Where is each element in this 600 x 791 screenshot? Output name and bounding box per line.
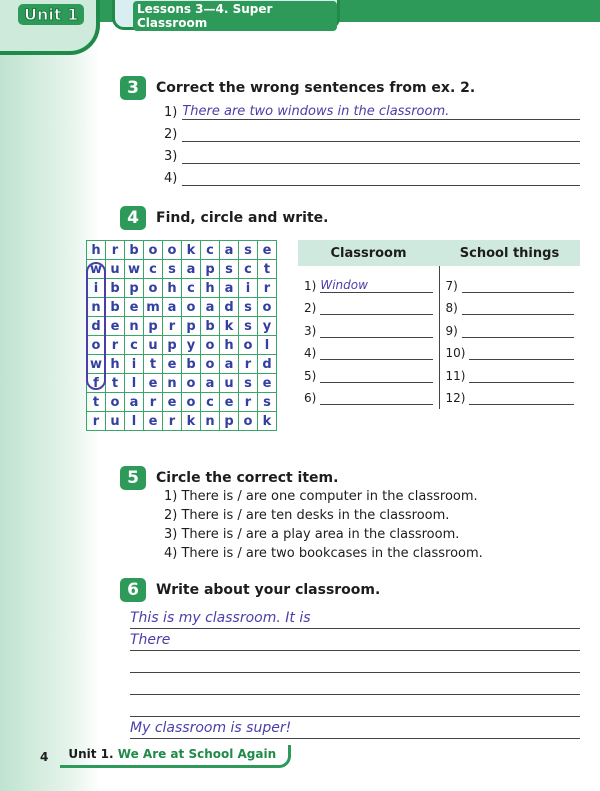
grid-letter[interactable]: o — [258, 298, 277, 317]
grid-letter[interactable]: h — [163, 279, 182, 298]
grid-letter[interactable]: u — [220, 374, 239, 393]
sentence-item: 2) There is / are ten desks in the classroom. — [164, 508, 450, 523]
line-number: 1) — [164, 105, 178, 120]
word-answer-field[interactable] — [320, 345, 432, 360]
grid-letter[interactable]: t — [144, 355, 163, 374]
grid-letter[interactable]: p — [201, 260, 220, 279]
writing-line[interactable] — [130, 698, 580, 717]
grid-row — [87, 374, 277, 393]
grid-letter[interactable]: o — [163, 241, 182, 260]
grid-letter[interactable]: o — [182, 374, 201, 393]
word-row — [446, 360, 575, 383]
grid-letter[interactable]: p — [182, 317, 201, 336]
answer-line — [164, 170, 580, 186]
grid-letter[interactable]: s — [239, 374, 258, 393]
row-number: 5) — [304, 368, 317, 383]
grid-row — [87, 298, 277, 317]
grid-letter[interactable]: o — [201, 336, 220, 355]
grid-letter[interactable]: a — [125, 393, 144, 412]
grid-letter[interactable]: o — [182, 298, 201, 317]
grid-letter[interactable]: w — [87, 260, 106, 279]
word-row — [304, 270, 433, 293]
row-number: 7) — [445, 278, 458, 293]
grid-letter[interactable]: s — [163, 260, 182, 279]
grid-letter[interactable]: c — [239, 260, 258, 279]
grid-letter[interactable]: n — [163, 374, 182, 393]
circled-word-window — [86, 262, 106, 390]
grid-letter[interactable]: s — [239, 241, 258, 260]
row-number: 11) — [445, 368, 466, 383]
grid-letter[interactable]: s — [239, 317, 258, 336]
answer-field[interactable] — [182, 126, 580, 142]
row-number: 4) — [304, 346, 317, 360]
exercise-4-heading — [120, 206, 328, 230]
writing-line[interactable]: There — [130, 632, 580, 651]
grid-letter[interactable]: e — [163, 393, 182, 412]
grid-letter[interactable]: o — [239, 412, 258, 431]
grid-letter[interactable]: y — [258, 317, 277, 336]
grid-letter[interactable]: e — [106, 317, 125, 336]
grid-letter[interactable]: o — [201, 355, 220, 374]
grid-letter[interactable]: t — [258, 260, 277, 279]
grid-letter[interactable]: o — [144, 241, 163, 260]
row-number: 9) — [445, 323, 458, 338]
grid-letter[interactable]: a — [201, 374, 220, 393]
grid-row — [87, 317, 277, 336]
grid-letter[interactable]: p — [163, 336, 182, 355]
grid-letter[interactable]: a — [163, 298, 182, 317]
answer-field[interactable]: There are two windows in the classroom. — [182, 104, 580, 120]
grid-row — [87, 241, 277, 260]
column-header-classroom: Classroom — [330, 245, 407, 261]
grid-letter[interactable]: t — [87, 393, 106, 412]
word-row — [304, 360, 433, 383]
grid-letter[interactable]: w — [87, 355, 106, 374]
grid-letter[interactable]: e — [125, 298, 144, 317]
word-row — [446, 338, 575, 361]
grid-letter[interactable]: h — [87, 241, 106, 260]
writing-line[interactable] — [130, 654, 580, 673]
grid-letter[interactable]: c — [125, 336, 144, 355]
grid-letter[interactable]: o — [144, 279, 163, 298]
exercise-title: Circle the correct item. — [156, 470, 339, 486]
grid-letter[interactable]: s — [220, 260, 239, 279]
grid-letter[interactable]: n — [201, 412, 220, 431]
exercise-number: 4 — [120, 206, 146, 230]
grid-letter[interactable]: i — [87, 279, 106, 298]
word-row — [304, 293, 433, 316]
grid-letter[interactable]: a — [220, 355, 239, 374]
writing-line[interactable]: This is my classroom. It is — [130, 610, 580, 629]
grid-letter[interactable]: o — [182, 393, 201, 412]
word-row — [446, 315, 575, 338]
row-number: 12) — [445, 391, 466, 405]
grid-letter[interactable]: o — [106, 393, 125, 412]
grid-letter[interactable]: u — [144, 336, 163, 355]
exercise-number: 5 — [120, 466, 146, 490]
word-answer-field[interactable] — [462, 323, 574, 338]
grid-letter[interactable]: r — [87, 412, 106, 431]
exercise-number: 6 — [120, 578, 146, 602]
row-number: 3) — [304, 323, 317, 338]
word-answer-field[interactable] — [462, 278, 574, 293]
grid-letter[interactable]: l — [125, 412, 144, 431]
word-answer-field[interactable] — [320, 300, 432, 315]
grid-letter[interactable]: r — [239, 355, 258, 374]
grid-letter[interactable]: t — [106, 374, 125, 393]
exercise-number: 3 — [120, 76, 146, 100]
grid-letter[interactable]: r — [106, 241, 125, 260]
row-number: 2) — [304, 301, 317, 315]
grid-letter[interactable]: e — [144, 412, 163, 431]
word-answer-field[interactable]: Window — [320, 278, 432, 293]
answer-line — [164, 126, 580, 142]
word-row — [446, 270, 575, 293]
grid-letter[interactable]: k — [258, 412, 277, 431]
line-number: 4) — [164, 171, 178, 186]
grid-letter[interactable]: k — [220, 317, 239, 336]
grid-letter[interactable]: o — [87, 336, 106, 355]
grid-letter[interactable]: k — [182, 412, 201, 431]
word-row — [446, 293, 575, 316]
grid-letter[interactable]: d — [258, 355, 277, 374]
grid-letter[interactable]: m — [144, 298, 163, 317]
page-margin-strip — [0, 0, 100, 791]
word-answer-field[interactable] — [320, 368, 432, 383]
word-table — [298, 240, 580, 409]
grid-letter[interactable]: s — [239, 298, 258, 317]
grid-row — [87, 260, 277, 279]
grid-letter[interactable]: w — [125, 260, 144, 279]
footer-unit: Unit 1. — [68, 747, 114, 761]
word-answer-field[interactable] — [469, 390, 574, 405]
grid-letter[interactable]: n — [125, 317, 144, 336]
grid-row — [87, 412, 277, 431]
grid-letter[interactable]: p — [220, 412, 239, 431]
answer-line — [164, 148, 580, 164]
grid-letter[interactable]: o — [239, 336, 258, 355]
exercise-6-heading — [120, 578, 380, 602]
grid-row — [87, 336, 277, 355]
grid-letter[interactable]: a — [182, 260, 201, 279]
grid-letter[interactable]: i — [125, 355, 144, 374]
grid-letter[interactable]: r — [239, 393, 258, 412]
grid-letter[interactable]: e — [220, 393, 239, 412]
lesson-label: Lessons 3—4. Super Classroom — [133, 1, 337, 31]
exercise-title: Find, circle and write. — [156, 210, 329, 226]
grid-letter[interactable]: d — [220, 298, 239, 317]
word-answer-field[interactable] — [469, 368, 574, 383]
grid-letter[interactable]: h — [106, 355, 125, 374]
word-answer-field[interactable] — [469, 345, 574, 360]
word-search-grid — [86, 240, 277, 431]
grid-row — [87, 355, 277, 374]
writing-line[interactable]: My classroom is super! — [130, 720, 580, 739]
grid-letter[interactable]: l — [258, 336, 277, 355]
grid-letter[interactable]: d — [87, 317, 106, 336]
grid-letter[interactable]: u — [106, 260, 125, 279]
word-answer-field[interactable] — [462, 300, 574, 315]
grid-letter[interactable]: b — [182, 355, 201, 374]
grid-letter[interactable]: y — [182, 336, 201, 355]
word-answer-field[interactable] — [320, 390, 432, 405]
page-number: 4 — [40, 749, 49, 764]
grid-row — [87, 393, 277, 412]
grid-letter[interactable]: b — [106, 279, 125, 298]
grid-letter[interactable]: f — [87, 374, 106, 393]
exercise-5-heading — [120, 466, 338, 490]
footer-title: We Are at School Again — [117, 747, 277, 761]
answer-field[interactable] — [182, 170, 580, 186]
word-row — [304, 315, 433, 338]
grid-letter[interactable]: c — [182, 279, 201, 298]
sentence-item: 4) There is / are two bookcases in the classroom. — [164, 546, 483, 561]
exercise-3-heading — [120, 76, 475, 100]
grid-letter[interactable]: a — [220, 279, 239, 298]
exercise-title: Write about your classroom. — [156, 582, 381, 598]
grid-letter[interactable]: c — [144, 260, 163, 279]
grid-letter[interactable]: u — [106, 412, 125, 431]
line-number: 2) — [164, 127, 178, 142]
row-number: 6) — [304, 391, 317, 405]
grid-letter[interactable]: c — [201, 241, 220, 260]
grid-letter[interactable]: h — [220, 336, 239, 355]
sentence-item: 1) There is / are one computer in the classroom. — [164, 489, 478, 504]
row-number: 8) — [445, 301, 458, 315]
unit-label: Unit 1 — [18, 4, 84, 25]
answer-field[interactable] — [182, 148, 580, 164]
grid-letter[interactable]: r — [106, 336, 125, 355]
grid-letter[interactable]: i — [239, 279, 258, 298]
row-number: 10) — [445, 346, 466, 360]
grid-letter[interactable]: r — [163, 412, 182, 431]
grid-letter[interactable]: r — [258, 279, 277, 298]
grid-letter[interactable]: a — [220, 241, 239, 260]
grid-letter[interactable]: c — [201, 393, 220, 412]
grid-letter[interactable]: b — [125, 241, 144, 260]
grid-letter[interactable]: b — [201, 317, 220, 336]
grid-letter[interactable]: l — [125, 374, 144, 393]
grid-letter[interactable]: k — [182, 241, 201, 260]
sentence-item: 3) There is / are a play area in the classroom. — [164, 527, 460, 542]
lesson-tab — [112, 0, 340, 30]
grid-letter[interactable]: b — [106, 298, 125, 317]
word-row — [304, 383, 433, 406]
exercise-title: Correct the wrong sentences from ex. 2. — [156, 80, 476, 96]
grid-letter[interactable]: s — [258, 393, 277, 412]
word-answer-field[interactable] — [320, 323, 432, 338]
row-number: 1) — [304, 278, 317, 293]
writing-line[interactable] — [130, 676, 580, 695]
word-row — [304, 338, 433, 361]
word-row — [446, 383, 575, 406]
grid-letter[interactable]: p — [144, 317, 163, 336]
grid-letter[interactable]: r — [144, 393, 163, 412]
grid-row — [87, 279, 277, 298]
grid-letter[interactable]: e — [258, 241, 277, 260]
grid-letter[interactable]: e — [258, 374, 277, 393]
page-footer — [40, 745, 291, 768]
answer-line — [164, 104, 580, 120]
column-header-school-things: School things — [459, 245, 560, 261]
grid-letter[interactable]: h — [201, 279, 220, 298]
grid-letter[interactable]: r — [163, 317, 182, 336]
grid-letter[interactable]: n — [87, 298, 106, 317]
line-number: 3) — [164, 149, 178, 164]
grid-letter[interactable]: p — [125, 279, 144, 298]
unit-tab — [0, 0, 100, 55]
grid-letter[interactable]: a — [201, 298, 220, 317]
grid-letter[interactable]: e — [144, 374, 163, 393]
grid-letter[interactable]: e — [163, 355, 182, 374]
